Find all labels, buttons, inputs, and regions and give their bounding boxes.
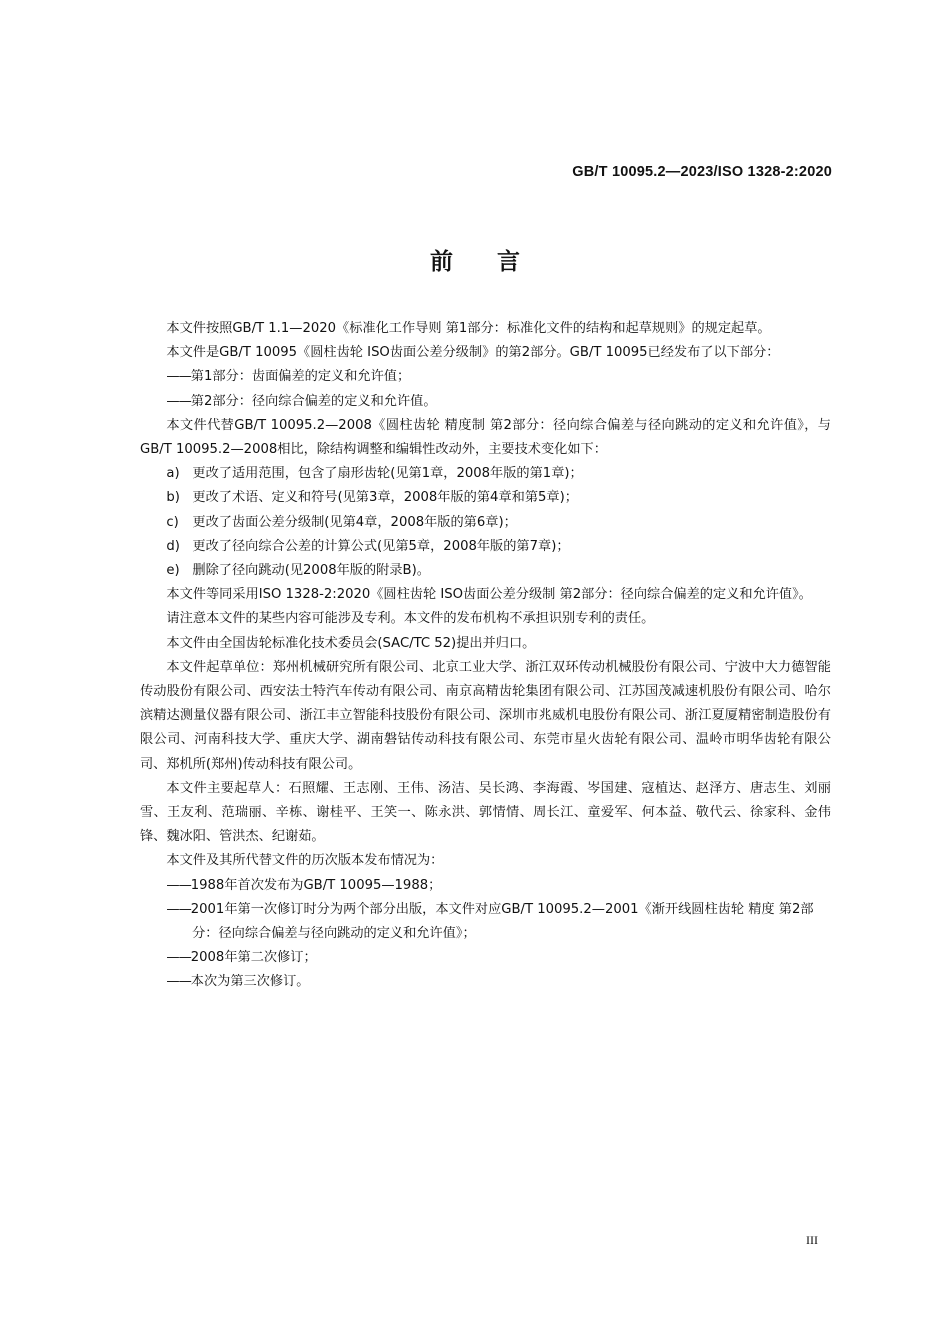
dash-mark: ——: [166, 901, 191, 917]
dash-mark: ——: [166, 369, 191, 385]
history-item-text: 2008年第二次修订；: [190, 950, 317, 966]
paragraph-series-info: 本文件是GB/T 10095《圆柱齿轮 ISO齿面公差分级制》的第2部分。GB/T 10095已经发布了以下部分：: [166, 345, 780, 361]
change-item-b: [140, 486, 831, 510]
list-item-part2: [166, 390, 831, 414]
dash-mark: ——: [166, 877, 191, 893]
item-tag: c): [166, 514, 179, 530]
history-item-text: 本次为第三次修订。: [190, 974, 310, 990]
change-item-d: [140, 535, 831, 559]
item-tag: b): [166, 490, 180, 506]
change-item-a: [140, 462, 831, 486]
page-number: III: [806, 1233, 818, 1247]
paragraph-drafters: 本文件主要起草人：石照耀、王志刚、王伟、汤洁、吴长鸿、李海霞、岑国建、寇植达、赵泽方、唐志生、刘丽雪、王友利、范瑞丽、辛栋、谢桂平、王笑一、陈永洪、郭情情、周长江、童爱军、何本益、敬代云、徐家科、金伟锋、魏冰阳、管洪杰、纪谢茹。: [140, 780, 831, 845]
paragraph-drafting-rules: 本文件按照GB/T 1.1—2020《标准化工作导则 第1部分：标准化文件的结构和起草规则》的规定起草。: [166, 321, 771, 336]
history-item-1988: [166, 874, 831, 898]
item-tag: e): [166, 563, 180, 579]
list-item-text: 第1部分：齿面偏差的定义和允许值；: [190, 369, 411, 385]
item-text: 删除了径向跳动(见2008年版的附录B)。: [192, 563, 430, 579]
dash-mark: ——: [166, 974, 191, 990]
standard-number-header: GB/T 10095.2—2023/ISO 1328-2:2020: [572, 164, 832, 180]
paragraph-history-intro: 本文件及其所代替文件的历次版本发布情况为：: [166, 853, 444, 869]
paragraph-patent-notice: 请注意本文件的某些内容可能涉及专利。本文件的发布机构不承担识别专利的责任。: [166, 611, 655, 627]
paragraph-drafting-units: 本文件起草单位：郑州机械研究所有限公司、北京工业大学、浙江双环传动机械股份有限公司、宁波中大力德智能传动股份有限公司、西安法士特汽车传动有限公司、南京高精齿轮集团有限公司、江苏国茂减速机股份有限公司、哈尔滨精达测量仪器有限公司、浙江丰立智能科技股份有限公司、深圳市兆威机电股份有限公司、浙江夏厦精密制造股份有限公司、河南科技大学、重庆大学、湖南磐钴传动科技有限公司、东莞市星火齿轮有限公司、温岭市明华齿轮有限公司、郑机所(郑州)传动科技有限公司。: [140, 659, 831, 772]
dash-mark: ——: [166, 393, 191, 409]
item-text: 更改了径向综合公差的计算公式(见第5章，2008年版的第7章)；: [192, 538, 570, 554]
change-item-e: [140, 559, 831, 583]
list-item-part1: [166, 365, 831, 389]
item-text: 更改了术语、定义和符号(见第3章，2008年版的第4章和第5章)；: [192, 490, 578, 506]
item-tag: d): [166, 538, 180, 554]
paragraph-equivalence: 本文件等同采用ISO 1328-2:2020《圆柱齿轮 ISO齿面公差分级制 第2部分：径向综合偏差的定义和允许值》。: [166, 587, 812, 603]
item-text: 更改了齿面公差分级制(见第4章，2008年版的第6章)；: [192, 514, 517, 530]
history-item-2008: [166, 946, 831, 970]
paragraph-replaces: 本文件代替GB/T 10095.2—2008《圆柱齿轮 精度制 第2部分：径向综合偏差与径向跳动的定义和允许值》，与GB/T 10095.2—2008相比，除结构调整和编辑性改动外，主要技术变化如下：: [140, 417, 831, 458]
paragraph-committee: 本文件由全国齿轮标准化技术委员会(SAC/TC 52)提出并归口。: [166, 635, 536, 651]
history-item-text: 1988年首次发布为GB/T 10095—1988；: [190, 877, 442, 893]
dash-mark: ——: [166, 950, 191, 966]
foreword-body: [140, 317, 831, 995]
list-item-text: 第2部分：径向综合偏差的定义和允许值。: [190, 393, 437, 409]
item-tag: a): [166, 466, 180, 482]
change-item-c: [140, 511, 831, 535]
history-item-text: 2001年第一次修订时分为两个部分出版，本文件对应GB/T 10095.2—2001《渐开线圆柱齿轮 精度 第2部分：径向综合偏差与径向跳动的定义和允许值》；: [190, 901, 814, 942]
page-title: 前言: [430, 249, 564, 275]
history-item-2001: [166, 898, 831, 946]
item-text: 更改了适用范围，包含了扇形齿轮(见第1章，2008年版的第1章)；: [192, 466, 583, 482]
history-item-current: [166, 970, 831, 994]
